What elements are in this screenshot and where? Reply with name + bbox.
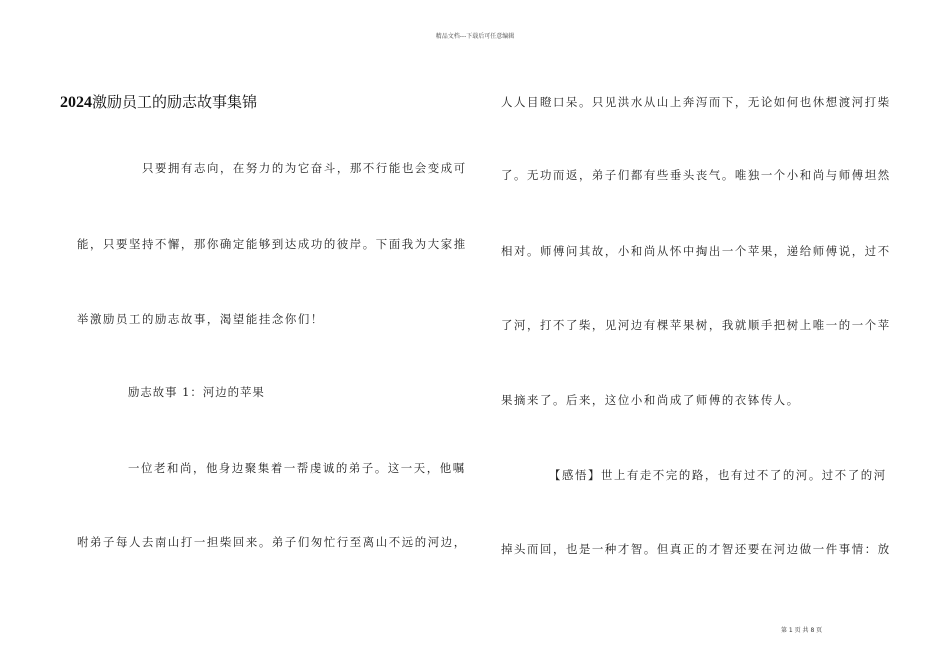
paragraph-line: 只要拥有志向，在努力的为它奋斗，那不行能也会变成可 xyxy=(142,161,467,175)
paragraph-line: 咐弟子每人去南山打一担柴回来。弟子们匆忙行至离山不远的河边， xyxy=(77,535,467,549)
page-number: 第 1 页 共 8 页 xyxy=(781,627,823,634)
paragraph-line: 一位老和尚，他身边聚集着一帮虔诚的弟子。这一天，他嘱 xyxy=(128,461,466,475)
page-title xyxy=(60,91,257,112)
paragraph-line: 能，只要坚持不懈，那你确定能够到达成功的彼岸。下面我为大家推 xyxy=(77,237,467,251)
paragraph-line: 【感悟】世上有走不完的路，也有过不了的河。过不了的河 xyxy=(549,468,887,482)
paragraph-line: 了。无功而返，弟子们都有些垂头丧气。唯独一个小和尚与师傅坦然 xyxy=(501,168,891,182)
header-note: 精品文档---下载后可任意编辑 xyxy=(435,33,515,40)
paragraph-line: 果摘来了。后来，这位小和尚成了师傅的衣钵传人。 xyxy=(501,393,800,407)
section-heading: 励志故事 1：河边的苹果 xyxy=(128,385,265,399)
title-year: 2024 xyxy=(60,94,92,111)
paragraph-line: 举激励员工的励志故事，渴望能挂念你们！ xyxy=(77,312,324,326)
paragraph-line: 掉头而回，也是一种才智。但真正的才智还要在河边做一件事情：放 xyxy=(501,542,891,556)
title-text: 激励员工的励志故事集锦 xyxy=(92,93,258,111)
paragraph-line: 人人目瞪口呆。只见洪水从山上奔泻而下，无论如何也休想渡河打柴 xyxy=(501,95,891,109)
paragraph-line: 了河，打不了柴，见河边有棵苹果树，我就顺手把树上唯一的一个苹 xyxy=(501,318,891,332)
paragraph-line: 相对。师傅问其故，小和尚从怀中掏出一个苹果，递给师傅说，过不 xyxy=(501,244,891,258)
